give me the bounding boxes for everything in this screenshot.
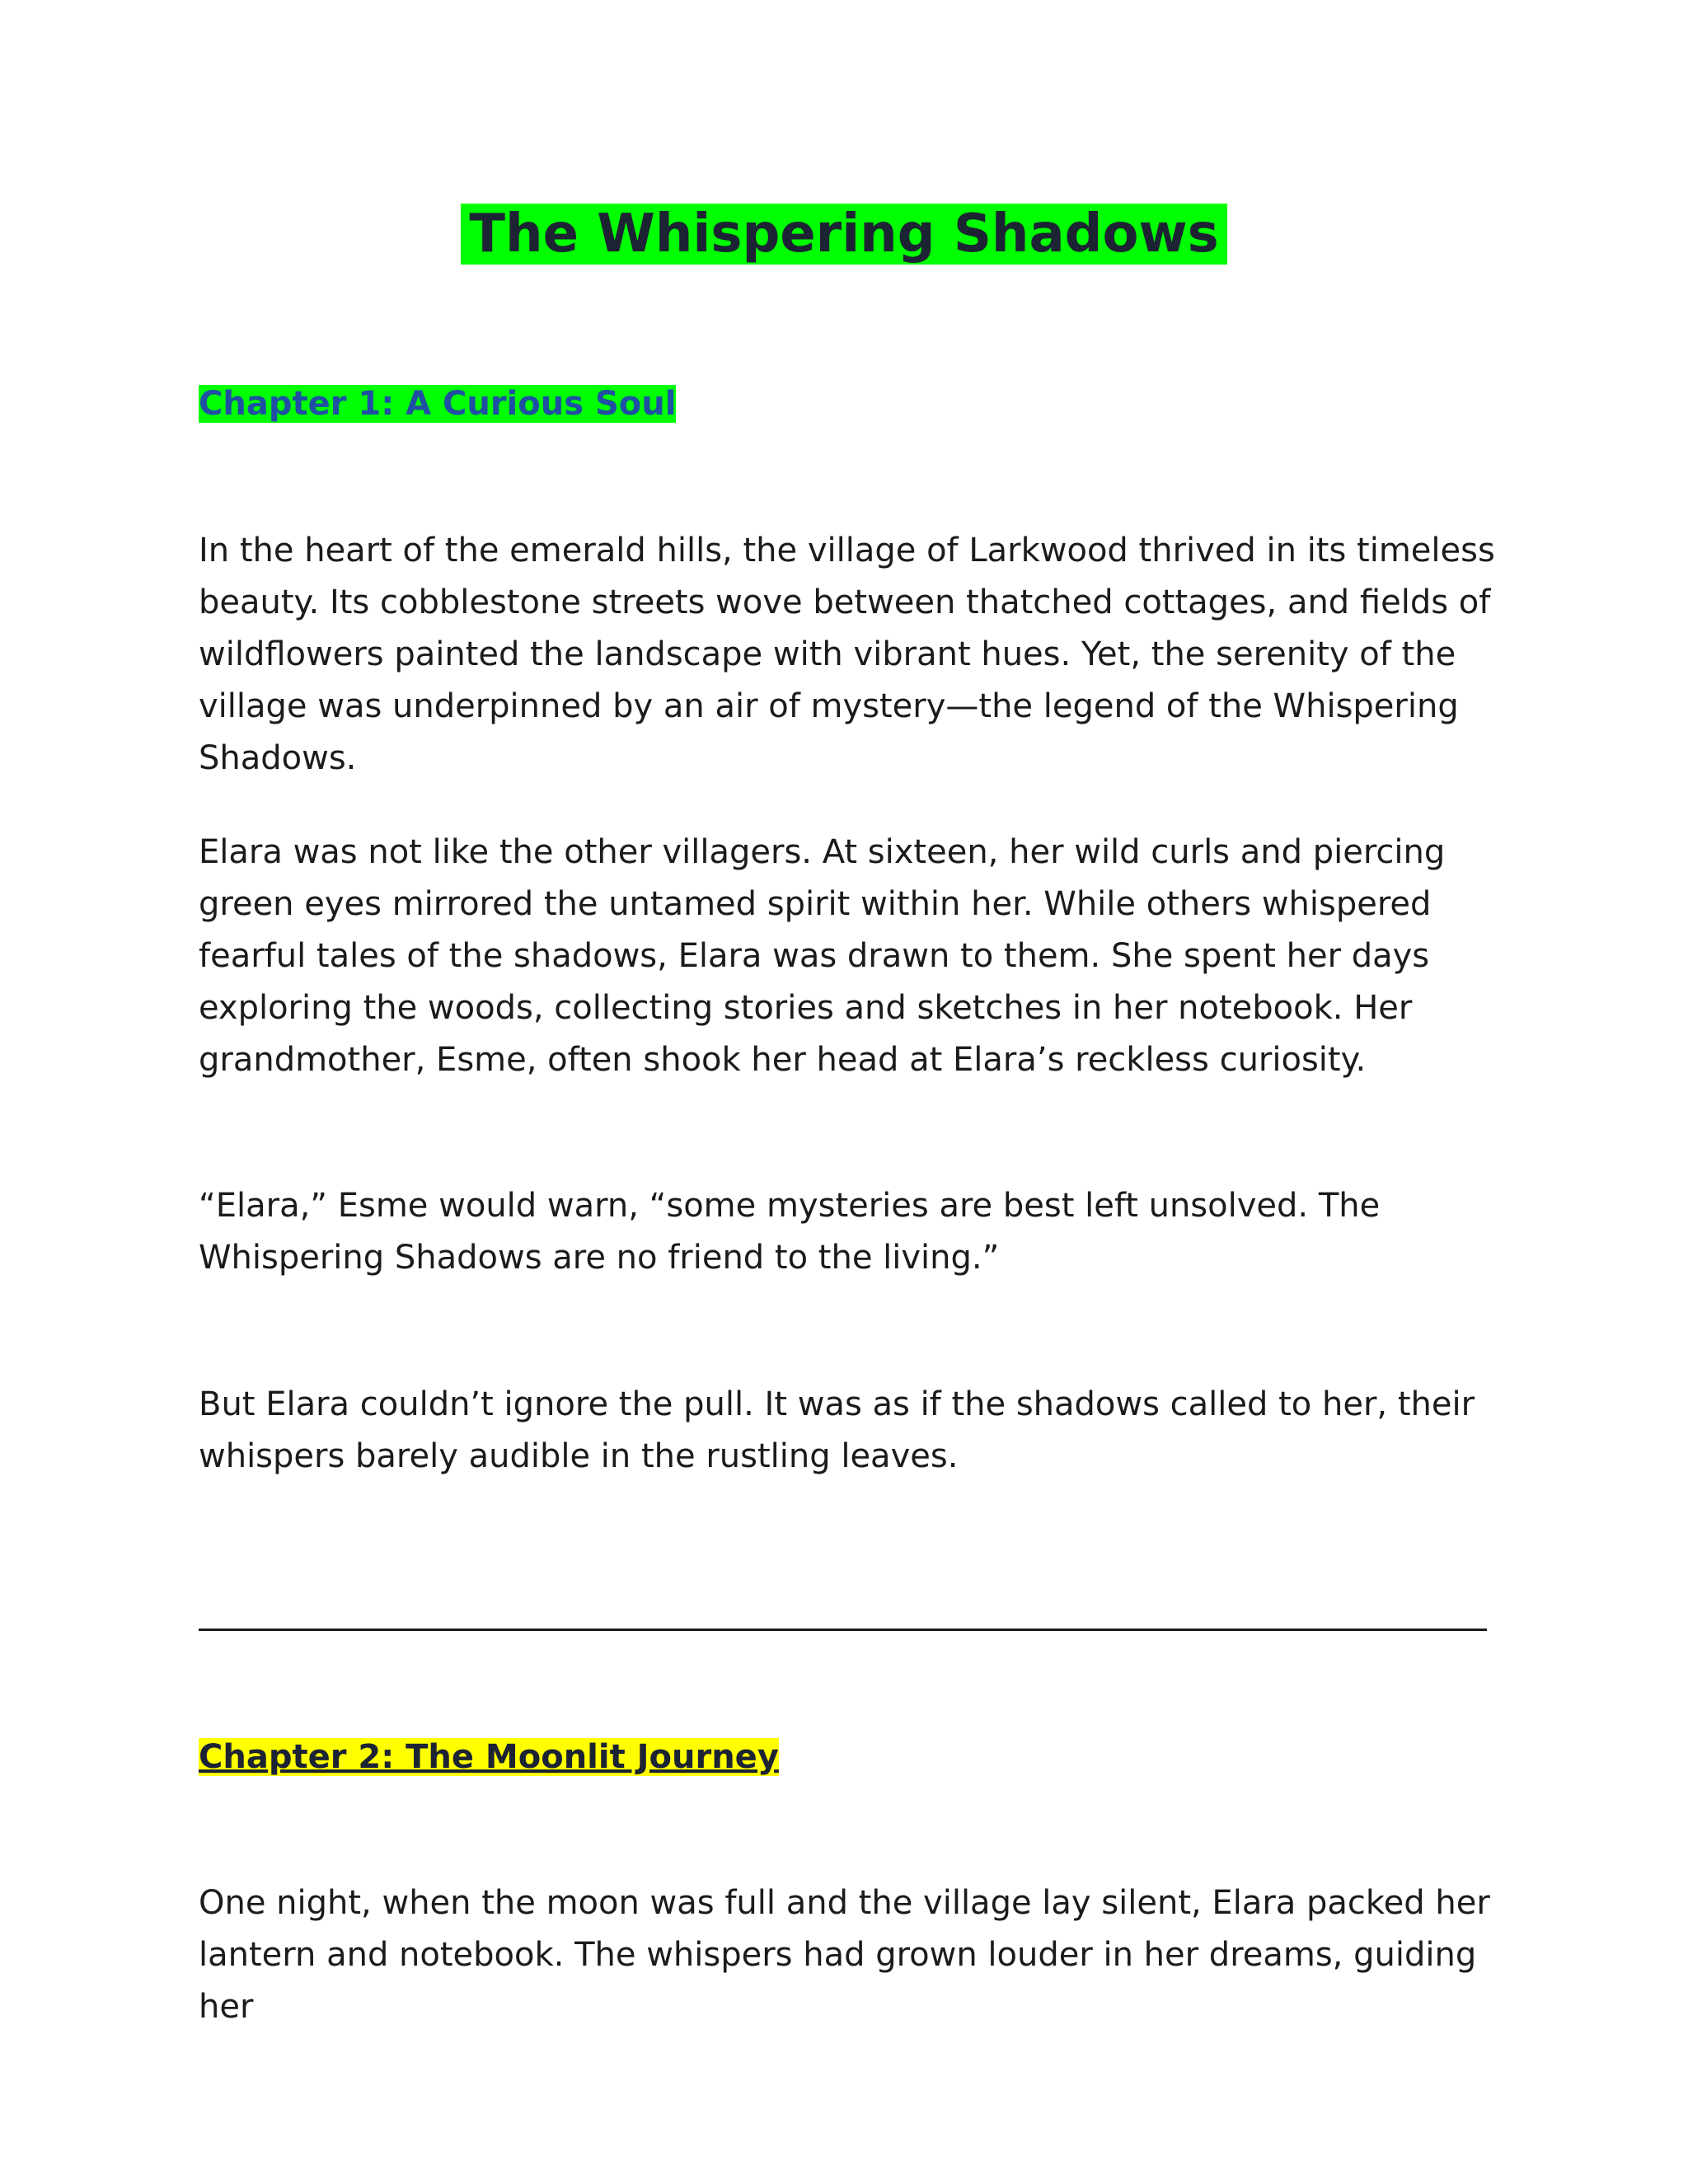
- chapter-2-heading: [199, 1734, 779, 1780]
- horizontal-rule: [199, 1629, 1487, 1631]
- document-title: [0, 194, 1688, 274]
- paragraph: “Elara,” Esme would warn, “some mysteries are best left unsolved. The Whispering Shadows are no friend to the living.”: [199, 1187, 1381, 1277]
- chapter-1-heading-text: Chapter 1: A Curious Soul: [199, 385, 677, 423]
- paragraph: Elara was not like the other villagers. At sixteen, her wild curls and piercing green eyes mirrored the untamed spirit within her. While others whispered fearful tales of the shadows, Elara was drawn to them. She spent her days exploring the woods, collecting stories and sketches in her notebook. Her grandmother, Esme, often shook her head at Elara’s reckless curiosity.: [199, 833, 1446, 1079]
- paragraph: In the heart of the emerald hills, the village of Larkwood thrived in its timeless beauty. Its cobblestone streets wove between thatched cottages, and fields of wildflowers painted the landscape with vibrant hues. Yet, the serenity of the village was underpinned by an air of mystery—the legend of the Whispering Shadows.: [199, 532, 1495, 777]
- paragraph: One night, when the moon was full and the village lay silent, Elara packed her lantern and notebook. The whispers had grown louder in her dreams, guiding her: [199, 1884, 1490, 2026]
- paragraph: But Elara couldn’t ignore the pull. It was as if the shadows called to her, their whispers barely audible in the rustling leaves.: [199, 1385, 1475, 1475]
- document-title-text: The Whispering Shadows: [461, 204, 1226, 265]
- chapter-2-heading-text: Chapter 2: The Moonlit Journey: [199, 1738, 779, 1776]
- chapter-1-heading: [199, 381, 676, 427]
